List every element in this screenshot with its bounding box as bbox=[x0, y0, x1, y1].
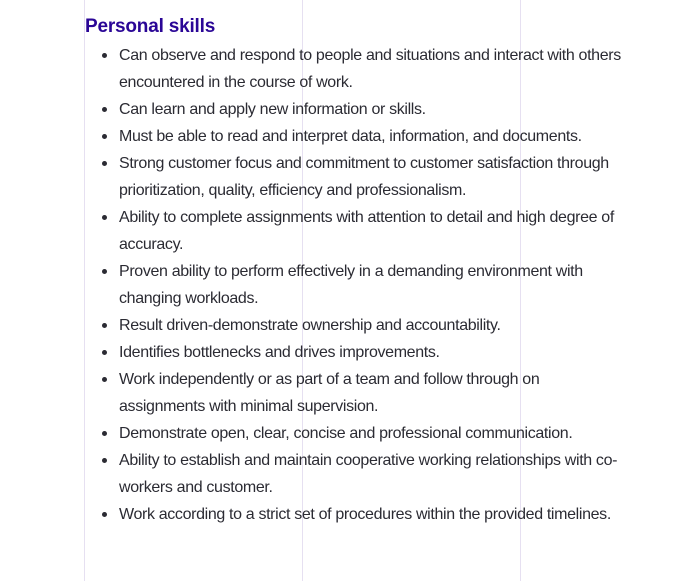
bullet-icon bbox=[102, 377, 107, 382]
skill-text: Proven ability to perform effectively in a demanding environment with changing workloads. bbox=[119, 263, 583, 307]
bullet-icon bbox=[102, 350, 107, 355]
skill-text: Result driven-demonstrate ownership and accountability. bbox=[119, 317, 501, 334]
skill-text: Demonstrate open, clear, concise and professional communication. bbox=[119, 425, 573, 442]
skills-list bbox=[85, 42, 625, 528]
skill-list-item bbox=[85, 42, 625, 96]
skill-text: Work according to a strict set of procedures within the provided timelines. bbox=[119, 506, 611, 523]
skill-list-item bbox=[85, 420, 625, 447]
section-title: Personal skills bbox=[85, 16, 216, 37]
skill-list-item bbox=[85, 258, 625, 312]
skill-list-item bbox=[85, 96, 625, 123]
skill-list-item bbox=[85, 447, 625, 501]
bullet-icon bbox=[102, 161, 107, 166]
bullet-icon bbox=[102, 431, 107, 436]
skill-text: Work independently or as part of a team and follow through on assignments with minimal supervision. bbox=[119, 371, 540, 415]
bullet-icon bbox=[102, 107, 107, 112]
skill-list-item bbox=[85, 312, 625, 339]
skill-list-item bbox=[85, 501, 625, 528]
personal-skills-section bbox=[85, 14, 625, 528]
skill-list-item bbox=[85, 123, 625, 150]
skill-list-item bbox=[85, 366, 625, 420]
skill-text: Must be able to read and interpret data, information, and documents. bbox=[119, 128, 582, 145]
skill-list-item bbox=[85, 204, 625, 258]
skill-list-item bbox=[85, 339, 625, 366]
bullet-icon bbox=[102, 323, 107, 328]
skill-text: Ability to complete assignments with attention to detail and high degree of accuracy. bbox=[119, 209, 614, 253]
skill-text: Can learn and apply new information or skills. bbox=[119, 101, 426, 118]
skill-text: Ability to establish and maintain cooperative working relationships with co-workers and customer. bbox=[119, 452, 618, 496]
skill-text: Can observe and respond to people and situations and interact with others encountered in the course of work. bbox=[119, 47, 621, 91]
bullet-icon bbox=[102, 215, 107, 220]
bullet-icon bbox=[102, 458, 107, 463]
skill-text: Strong customer focus and commitment to customer satisfaction through prioritization, quality, efficiency and professionalism. bbox=[119, 155, 609, 199]
bullet-icon bbox=[102, 53, 107, 58]
bullet-icon bbox=[102, 269, 107, 274]
bullet-icon bbox=[102, 512, 107, 517]
bullet-icon bbox=[102, 134, 107, 139]
skill-list-item bbox=[85, 150, 625, 204]
skill-text: Identifies bottlenecks and drives improvements. bbox=[119, 344, 440, 361]
